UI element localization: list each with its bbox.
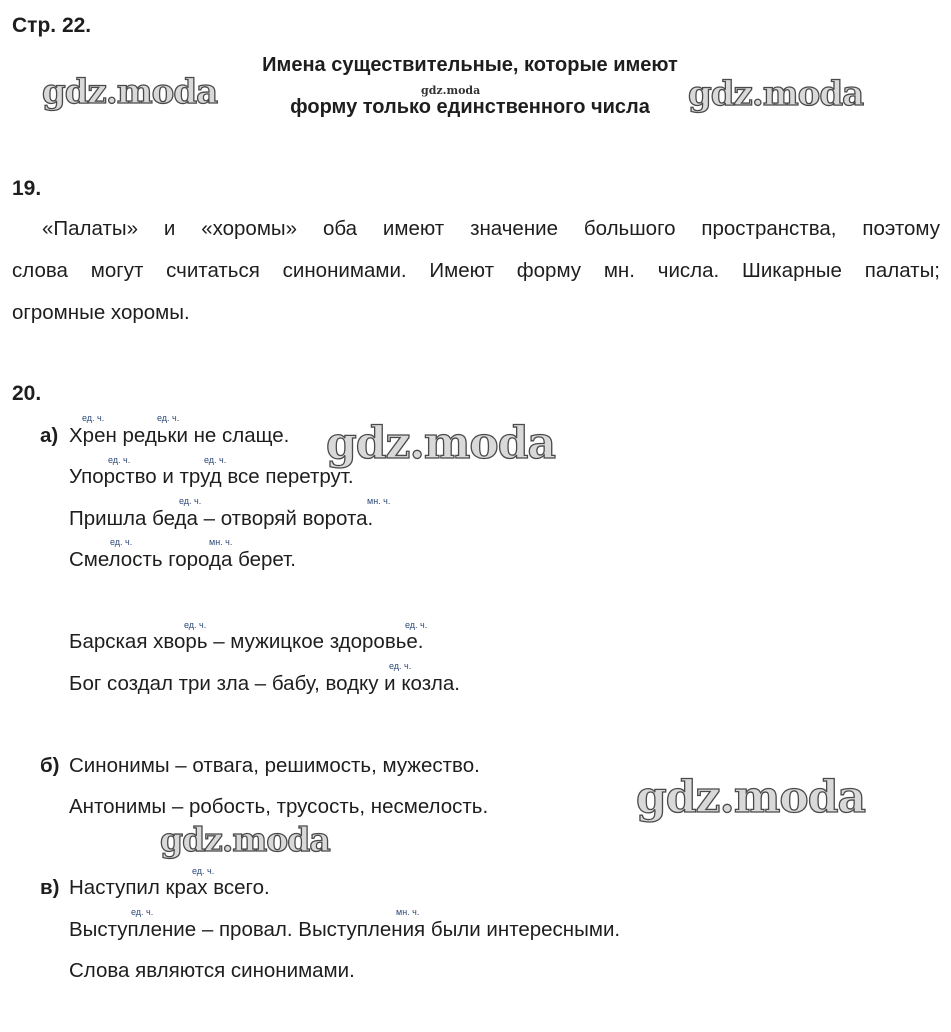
task-19-line: огромные хоромы. xyxy=(12,301,190,324)
grammar-note: ед. ч. xyxy=(110,537,133,547)
watermark: gdz.moda xyxy=(636,772,866,823)
task-19-text xyxy=(12,208,940,334)
grammar-note: ед. ч. xyxy=(131,907,154,917)
item-a-line: Хрен редьки не слаще. xyxy=(69,424,290,447)
watermark: gdz.moda xyxy=(326,418,556,469)
grammar-note: ед. ч. xyxy=(179,496,202,506)
watermark: gdz.moda xyxy=(688,74,864,114)
item-v-line: Выступление – провал. Выступления были интересными. xyxy=(69,918,621,941)
item-v-line: Наступил крах всего. xyxy=(69,876,270,899)
watermark: gdz.moda xyxy=(42,72,218,112)
grammar-note: ед. ч. xyxy=(82,413,105,423)
watermark: gdz.moda xyxy=(160,820,330,859)
item-b-line: Антонимы – робость, трусость, несмелость. xyxy=(69,795,489,818)
item-a-line: Бог создал три зла – бабу, водку и козла. xyxy=(69,672,460,695)
item-b-line: Синонимы – отвага, решимость, мужество. xyxy=(69,754,480,777)
task-20-number: 20. xyxy=(12,382,42,405)
task-19-number: 19. xyxy=(12,177,42,200)
grammar-note: ед. ч. xyxy=(204,455,227,465)
grammar-note: мн. ч. xyxy=(396,907,420,917)
item-a-line: Смелость города берет. xyxy=(69,548,296,571)
task-19-line: «Палаты» и «хоромы» оба имеют значение большого пространства, поэтому xyxy=(42,217,940,240)
item-b-label: б) xyxy=(40,754,60,777)
title-line-2: форму только единственного числа xyxy=(290,96,650,118)
grammar-note: ед. ч. xyxy=(389,661,412,671)
grammar-note: ед. ч. xyxy=(184,620,207,630)
item-a-line: Пришла беда – отворяй ворота. xyxy=(69,507,374,530)
item-a-label: а) xyxy=(40,424,59,447)
grammar-note: ед. ч. xyxy=(192,866,215,876)
grammar-note: ед. ч. xyxy=(157,413,180,423)
page-number: Стр. 22. xyxy=(12,14,92,37)
grammar-note: ед. ч. xyxy=(108,455,131,465)
item-a-line: Барская хворь – мужицкое здоровье. xyxy=(69,630,424,653)
watermark-small: gdz.moda xyxy=(421,84,481,97)
grammar-note: ед. ч. xyxy=(405,620,428,630)
grammar-note: мн. ч. xyxy=(209,537,233,547)
task-19-line: слова могут считаться синонимами. Имеют форму мн. числа. Шикарные палаты; xyxy=(12,259,940,282)
item-v-line: Слова являются синонимами. xyxy=(69,959,355,982)
item-v-label: в) xyxy=(40,876,60,899)
item-a-line: Упорство и труд все перетрут. xyxy=(69,465,354,488)
grammar-note: мн. ч. xyxy=(367,496,391,506)
title-line-1: Имена существительные, которые имеют xyxy=(262,54,678,76)
